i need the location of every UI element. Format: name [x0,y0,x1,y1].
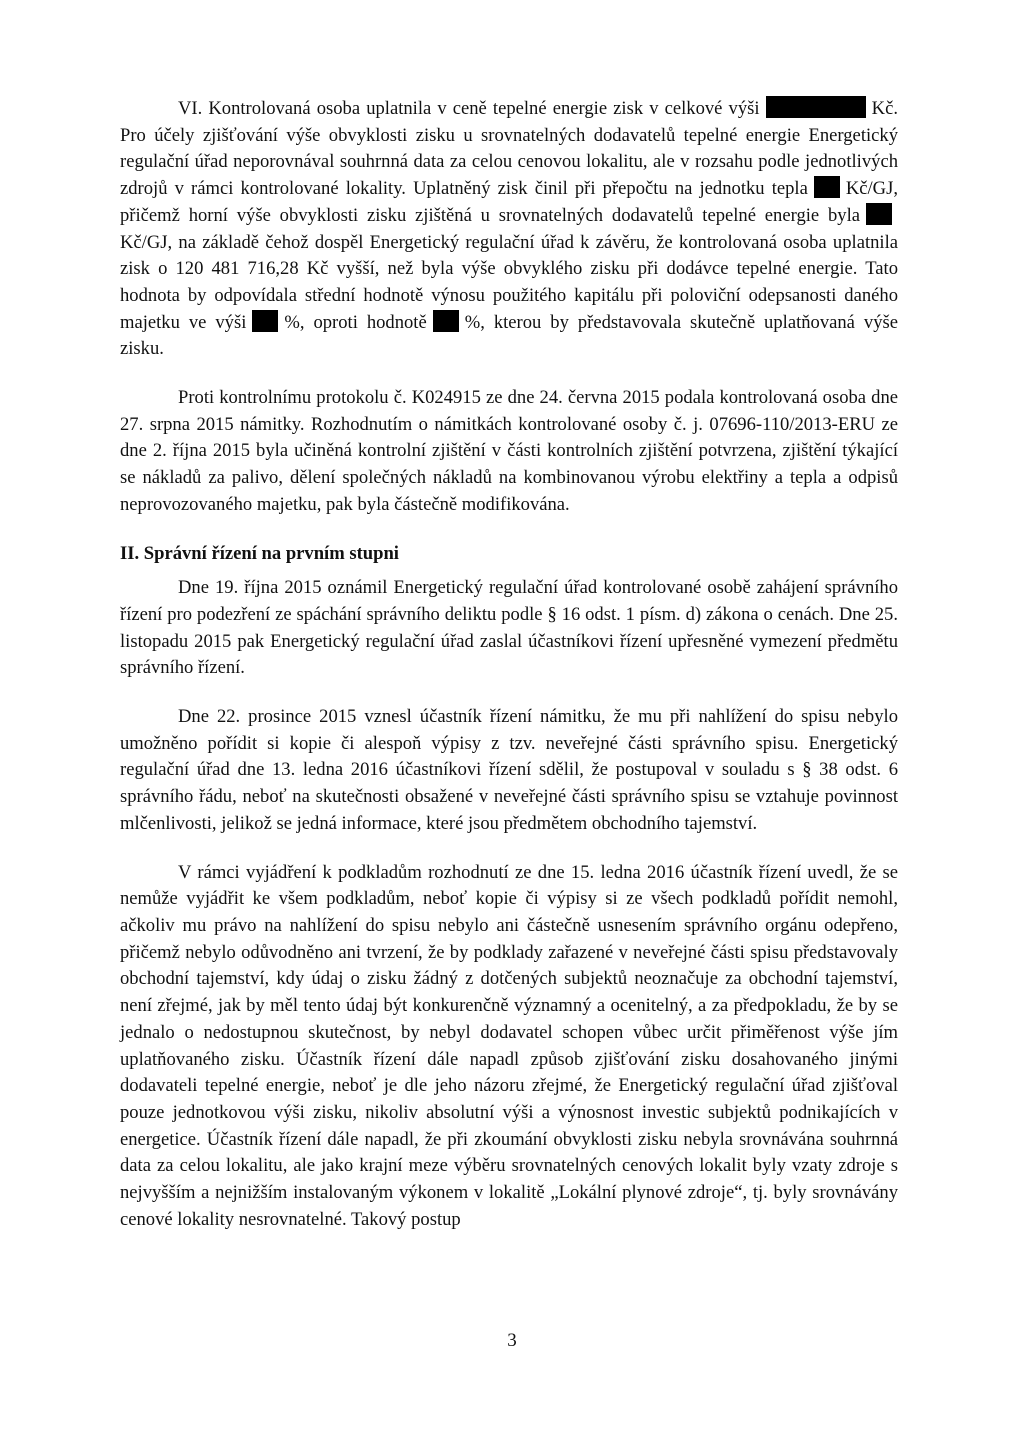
paragraph-19-rijna: Dne 19. října 2015 oznámil Energetický regulační úřad kontrolované osobě zahájení správního řízení pro podezření ze spáchání správního deliktu podle § 16 odst. 1 písm. d) zákona o cenách. Dne 25. listopadu 2015 pak Energetický regulační úřad zaslal účastníkovi řízení upřesněné vymezení předmětu správního řízení. [120,577,898,679]
text-span: Kč/GJ, na základě čehož dospěl Energetický regulační úřad k závěru, že kontrolovaná osoba uplatnila zisk o 120 481 716,28 Kč vyšší, než byla výše obvyklého zisku při dodávce tepelné energie. Tato hodnota by odpovídala střední hodnotě výnosu použitého kapitálu při poloviční odepsanosti daného majetku ve výši [120,231,898,333]
section-heading-ii: II. Správní řízení na prvním stupni [120,542,399,564]
text-span: Kč. Pro účely zjišťování výše obvyklosti zisku u srovnatelných dodavatelů tepelné energie Energetický regulační úřad neporovnával souhrnná data za celou cenovou lokalitu, ale v rozsahu podle jednotlivých zdrojů v rámci kontrolované lokality. Uplatněný zisk činil při přepočtu na jednotku tepla [120,98,898,200]
redaction-block [252,310,278,332]
paragraph-22-prosince: Dne 22. prosince 2015 vznesl účastník řízení námitku, že mu při nahlížení do spisu nebylo umožněno pořídit si kopie či alespoň výpisy z tzv. neveřejné části správního spisu. Energetický regulační úřad dne 13. ledna 2016 účastníkovi řízení sdělil, že postupoval v souladu s § 38 odst. 6 správního řádu, neboť na skutečnosti obsažené v neveřejné části správního spisu se vztahuje povinnost mlčenlivosti, jelikož se jedná informace, které jsou předmětem obchodního tajemství. [120,706,898,834]
paragraph-vi [120,96,898,363]
text-span: VI. Kontrolovaná osoba uplatnila v ceně tepelné energie zisk v celkové výši [178,98,760,119]
paragraph-vyjadreni: V rámci vyjádření k podkladům rozhodnutí ze dne 15. ledna 2016 účastník řízení uvedl, že se nemůže vyjádřit ke všem podkladům, neboť kopie či výpisy si ze všech podkladů pořídit nemohl, ačkoliv mu právo na nahlížení do spisu nebylo ani částečně usnesením správního orgánu odepřeno, přičemž nebylo odůvodněno ani tvrzení, že by podklady zařazené v neveřejné části spisu představovaly obchodní tajemství, kdy údaj o zisku žádný z dotčených subjektů neoznačuje za obchodní tajemství, není zřejmé, jak by měl tento údaj být konkurenčně významný a ocenitelný, a za předpokladu, že by se jednalo o nedostupnou skutečnost, by nebyl dodavatel schopen vůbec určit přiměřenost výše jím uplatňovaného zisku. Účastník řízení dále napadl způsob zjišťování zisku dosahovaného jinými dodavateli tepelné energie, neboť je dle jeho názoru zřejmé, že Energetický regulační úřad zjišťoval pouze jednotkovou výši zisku, nikoliv absolutní výši a výnosnost investic subjektů podnikajících v energetice. Účastník řízení dále napadl, že při zkoumání obvyklosti zisku nebyla srovnávána souhrnná data za celou lokalitu, ale jako krajní meze výběru srovnatelných cenových lokalit byly vzaty zdroje s nejvyšším a nejnižším instalovaným výkonem v lokalitě „Lokální plynové zdroje“, tj. byly srovnávány cenové lokality nesrovnatelné. Takový postup [120,861,898,1230]
page-number: 3 [507,1330,517,1351]
document-page [120,96,898,1233]
paragraph-protokol: Proti kontrolnímu protokolu č. K024915 ze dne 24. června 2015 podala kontrolovaná osoba dne 27. srpna 2015 námitky. Rozhodnutím o námitkách kontrolované osoby č. j. 07696-110/2013-ERU ze dne 2. října 2015 byla učiněná kontrolní zjištění v části kontrolních zjištění potvrzena, zjištění týkající se nákladů za palivo, dělení společných nákladů na kombinovanou výrobu elektřiny a tepla a odpisů neprovozovaného majetku, pak byla částečně modifikována. [120,387,898,515]
redaction-block [866,203,892,225]
redaction-block [433,310,459,332]
redaction-block [766,96,866,118]
text-span: Kč/GJ, přičemž horní výše obvyklosti zisku zjištěná u srovnatelných dodavatelů tepelné energie byla [120,178,898,226]
text-span: %, oproti hodnotě [284,311,427,333]
text-span: %, kterou by představovala skutečně uplatňovaná výše zisku. [120,311,898,360]
redaction-block [814,176,840,198]
